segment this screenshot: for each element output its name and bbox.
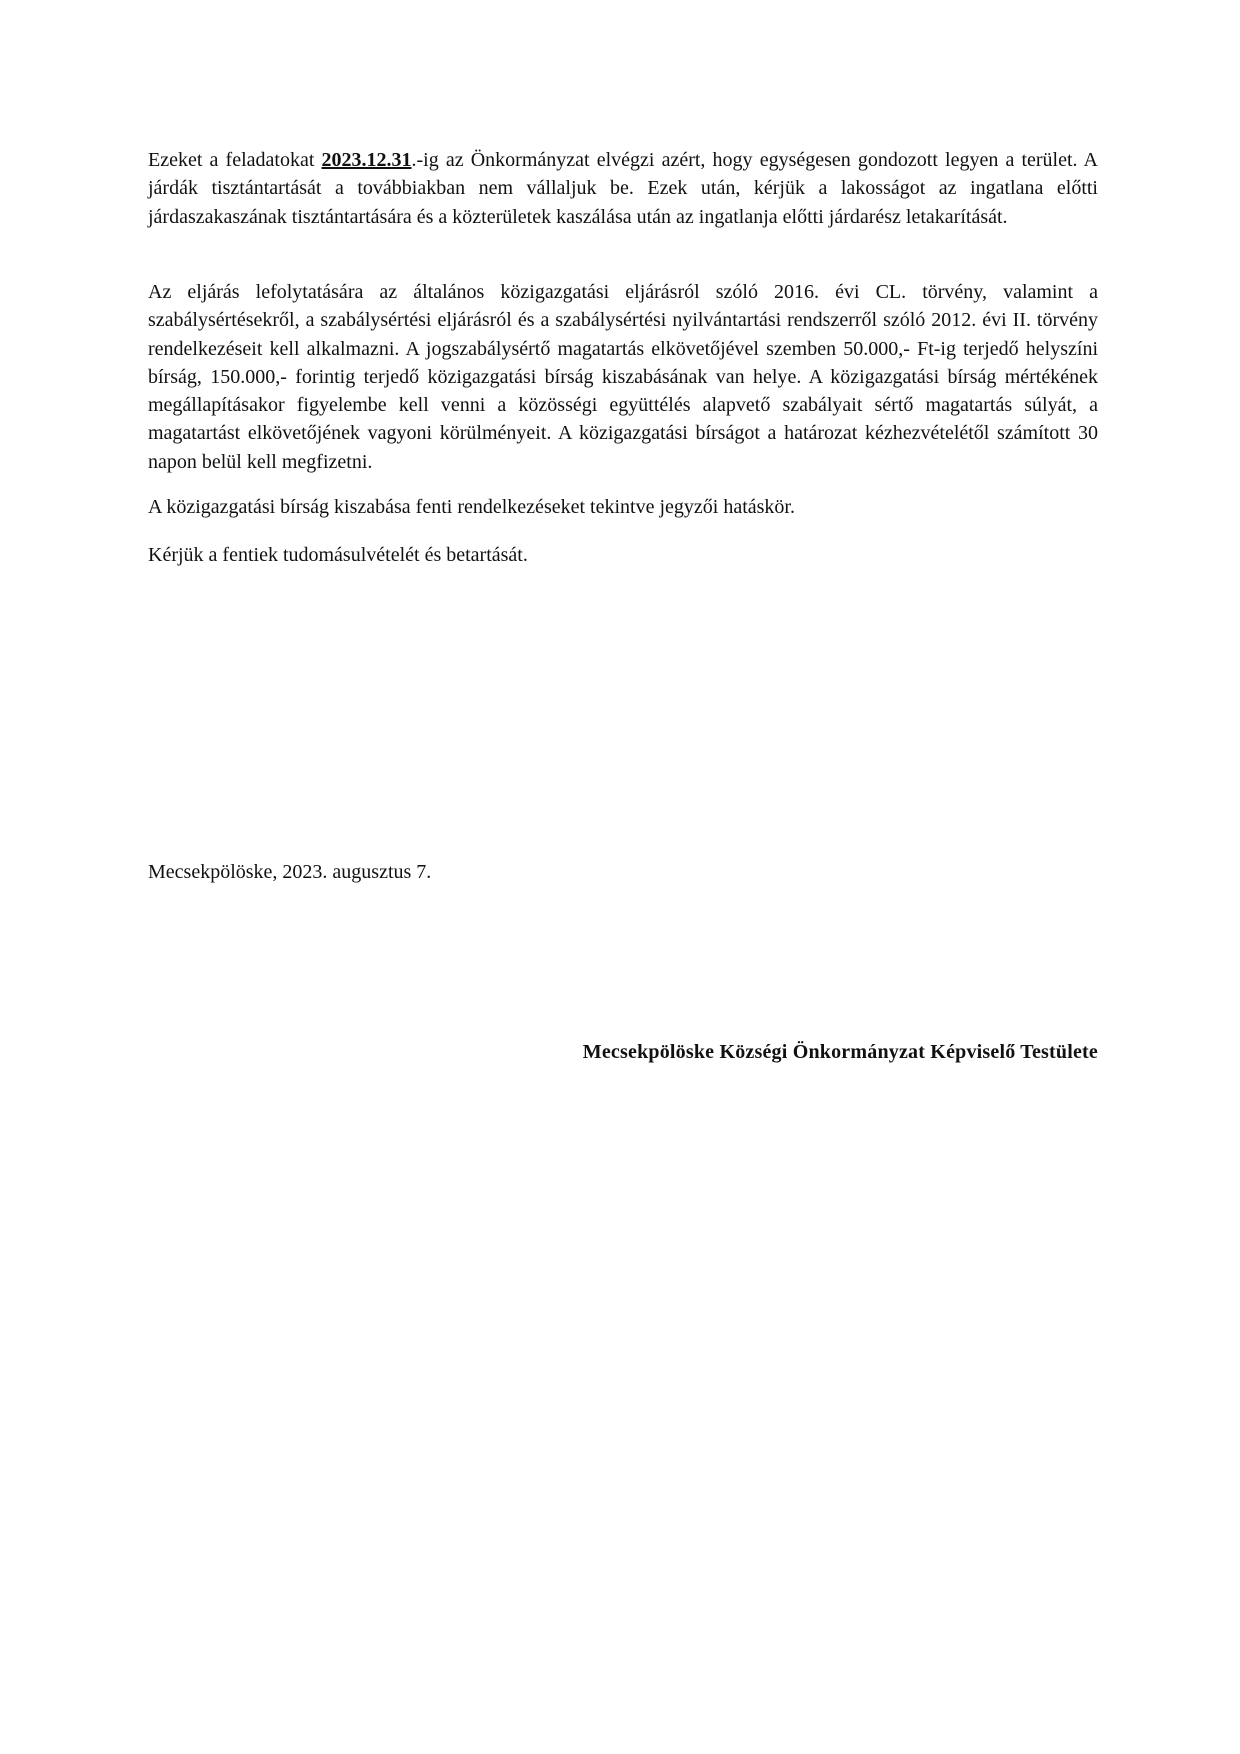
paragraph-procedure: Az eljárás lefolytatására az általános közigazgatási eljárásról szóló 2016. évi CL. törvény, valamint a szabálysértésekről, a szabálysértési eljárásról és a szabálysértési nyilvántartási rendszerről szóló 2012. évi II. törvény rendelkezéseit kell alkalmazni. A jogszabálysértő magatartás elkövetőjével szemben 50.000,- Ft-ig terjedő helyszíni bírság, 150.000,- forintig terjedő közigazgatási bírság kiszabásának van helye. A közigazgatási bírság mértékének megállapításakor figyelembe kell venni a közösségi együttélés alapvető szabályait sértő magatartás súlyát, a magatartást elkövetőjének vagyoni körülményeit. A közigazgatási bírságot a határozat kézhezvételétől számított 30 napon belül kell megfizetni. (148, 281, 1098, 473)
signature-block: Mecsekpölöske Községi Önkormányzat Képviselő Testülete (582, 1041, 1098, 1063)
paragraph-authority: A közigazgatási bírság kiszabása fenti rendelkezéseket tekintve jegyzői hatáskör. (148, 496, 795, 518)
paragraph-tasks-intro: Ezeket a feladatokat (148, 149, 322, 171)
paragraph-tasks (148, 146, 1098, 231)
paragraph-tasks-body: .-ig az Önkormányzat elvégzi azért, hogy egységesen gondozott legyen a terület. A járdák tisztántartását a továbbiakban nem vállaljuk be. Ezek után, kérjük a lakosságot az ingatlana előtti járdaszakaszának tisztántartására és a közterületek kaszálása után az ingatlanja előtti járdarész letakarítását. (148, 149, 1099, 228)
deadline-date: 2023.12.31 (321, 149, 412, 171)
place-and-date: Mecsekpölöske, 2023. augusztus 7. (148, 861, 432, 883)
paragraph-request: Kérjük a fentiek tudomásulvételét és betartását. (148, 544, 528, 566)
